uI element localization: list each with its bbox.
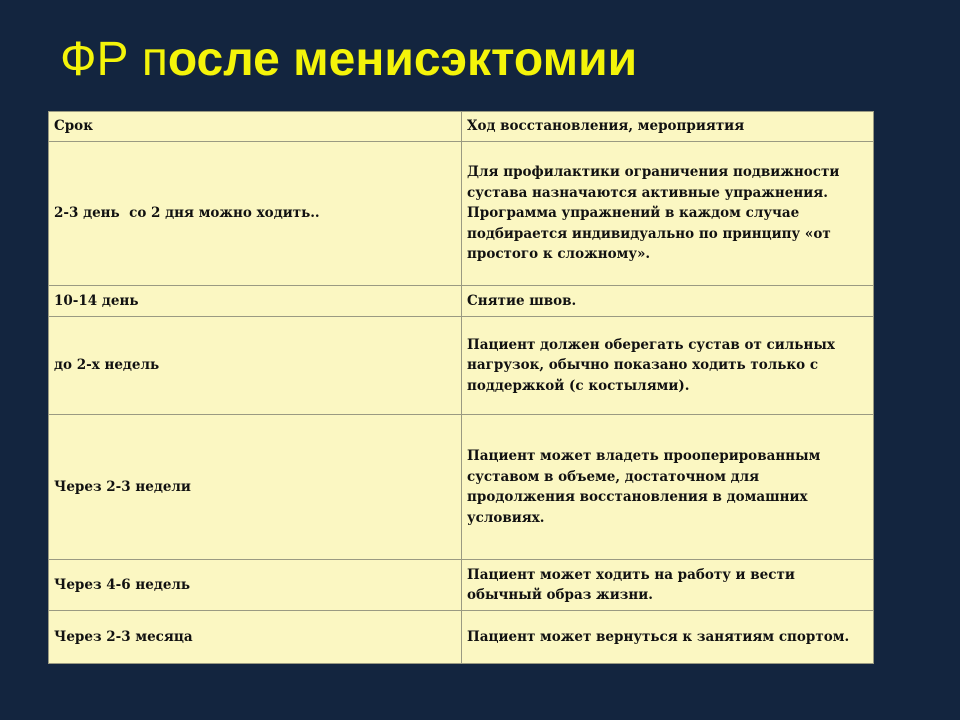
rehab-schedule-table [48,111,874,664]
slide-title [60,28,637,92]
action-cell: Пациент должен оберегать сустав от сильных нагрузок, обычно показано ходить только с поддержкой (с костылями). [462,317,874,415]
term-cell: 2-3 день со 2 дня можно ходить.. [49,142,462,286]
table-row [49,415,874,560]
table-row [49,317,874,415]
table-header-row [49,112,874,142]
action-cell: Для профилактики ограничения подвижности сустава назначаются активные упражнения. Программа упражнений в каждом случае подбирается индивидуально по принципу «от простого к сложному». [462,142,874,286]
term-cell: 10-14 день [49,286,462,317]
header-action: Ход восстановления, мероприятия [462,112,874,142]
table-row [49,611,874,664]
table-row [49,560,874,611]
term-cell: Через 4-6 недель [49,560,462,611]
action-cell: Снятие швов. [462,286,874,317]
slide-title-prefix: ФР п [60,33,168,86]
action-cell: Пациент может владеть прооперированным суставом в объеме, достаточном для продолжения восстановления в домашних условиях. [462,415,874,560]
action-cell: Пациент может вернуться к занятиям спортом. [462,611,874,664]
table-row [49,142,874,286]
term-cell: Через 2-3 недели [49,415,462,560]
header-term: Срок [49,112,462,142]
term-cell: Через 2-3 месяца [49,611,462,664]
slide-title-rest: осле менисэктомии [167,33,638,86]
term-cell: до 2-х недель [49,317,462,415]
action-cell: Пациент может ходить на работу и вести обычный образ жизни. [462,560,874,611]
table-row [49,286,874,317]
